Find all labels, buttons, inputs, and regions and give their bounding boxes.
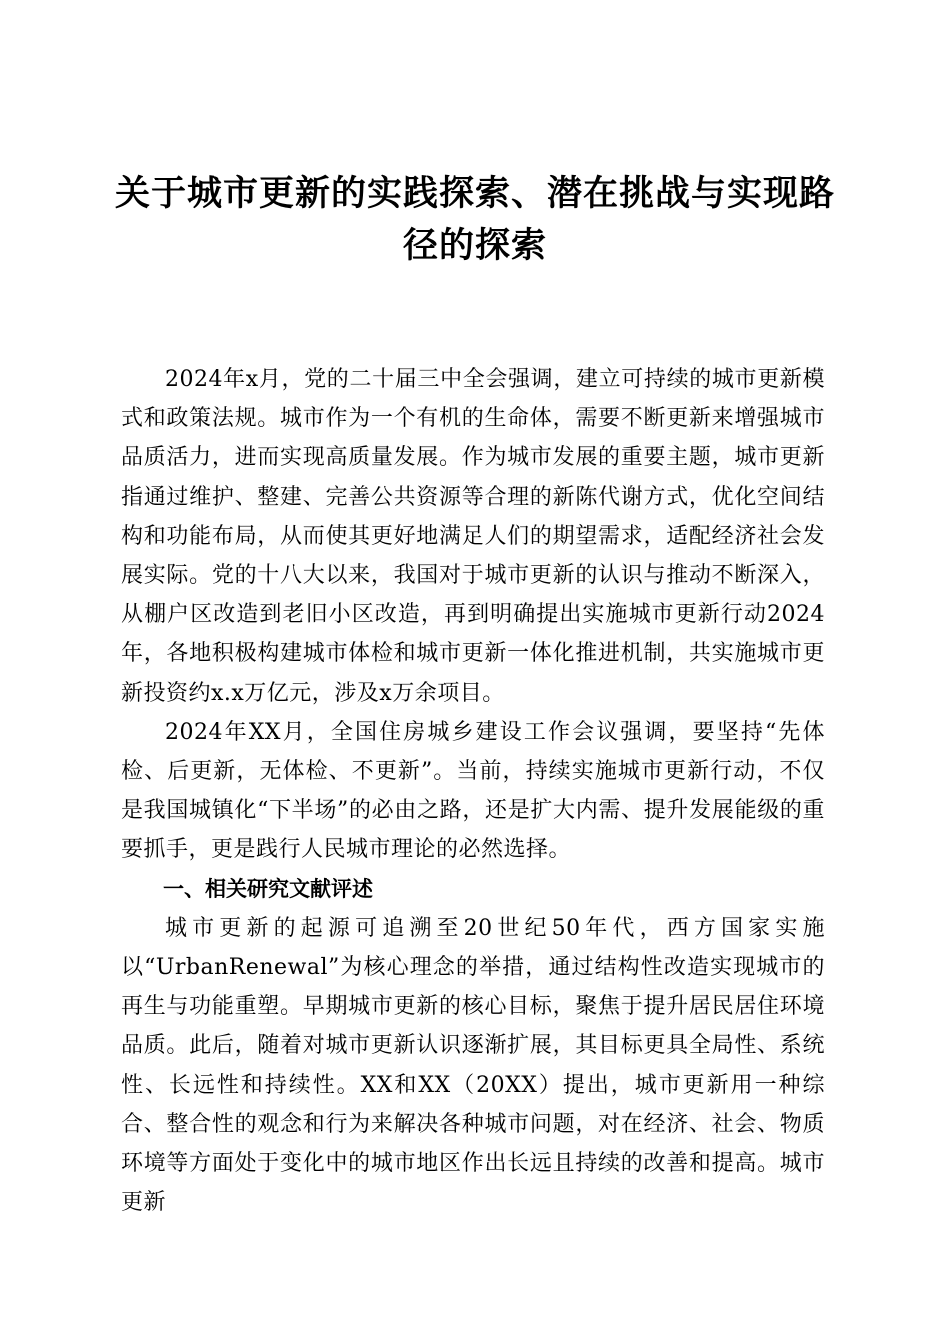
document-body: [121, 360, 825, 1222]
paragraph-literature-review: 城市更新的起源可追溯至20世纪50年代，西方国家实施以“UrbanRenewal”为核心理念的举措，通过结构性改造实现城市的再生与功能重塑。早期城市更新的核心目标，聚焦于提升居民居住环境品质。此后，随着对城市更新认识逐渐扩展，其目标更具全局性、系统性、长远性和持续性。XX和XX（20XX）提出，城市更新用一种综合、整合性的观念和行为来解决各种城市问题，对在经济、社会、物质环境等方面处于变化中的城市地区作出长远且持续的改善和提高。城市更新: [121, 915, 825, 1216]
paragraph-conference: 2024年XX月，全国住房城乡建设工作会议强调，要坚持“先体检、后更新，无体检、不更新”。当前，持续实施城市更新行动，不仅是我国城镇化“下半场”的必由之路，还是扩大内需、提升发展能级的重要抓手，更是践行人民城市理论的必然选择。: [121, 719, 825, 863]
paragraph-intro: 2024年x月，党的二十届三中全会强调，建立可持续的城市更新模式和政策法规。城市作为一个有机的生命体，需要不断更新来增强城市品质活力，进而实现高质量发展。作为城市发展的重要主题，城市更新指通过维护、整建、完善公共资源等合理的新陈代谢方式，优化空间结构和功能布局，从而使其更好地满足人们的期望需求，适配经济社会发展实际。党的十八大以来，我国对于城市更新的认识与推动不断深入，从棚户区改造到老旧小区改造，再到明确提出实施城市更新行动2024年，各地积极构建城市体检和城市更新一体化推进机制，共实施城市更新投资约x.x万亿元，涉及x万余项目。: [121, 367, 825, 706]
document-title: [110, 168, 840, 272]
section-heading-literature-review: 一、相关研究文献评述: [163, 876, 373, 901]
title-line-2: 径的探索: [402, 225, 547, 266]
title-line-1: 关于城市更新的实践探索、潜在挑战与实现路: [114, 173, 835, 214]
